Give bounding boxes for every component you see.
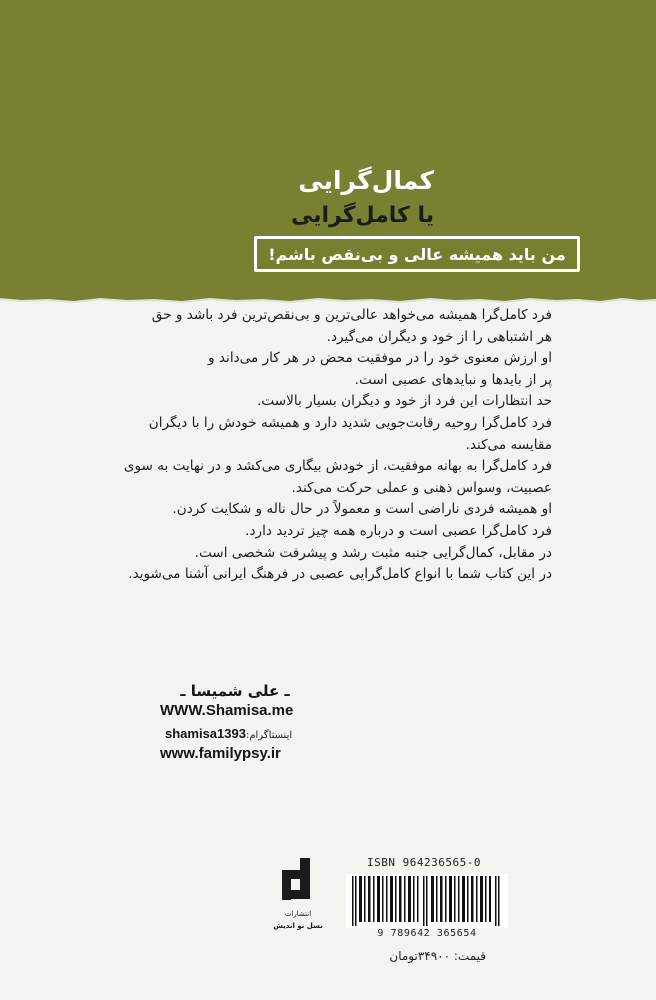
barcode-digits: 9 789642 365654 [377,928,477,939]
description-line: او ارزش معنوی خود را در موفقیت محض در هر کار می‌داند و [208,350,552,367]
description-line: در مقابل، کمال‌گرایی جنبه مثبت رشد و پیشرفت شخصی است. [194,544,552,561]
instagram-line [165,726,292,741]
description-line: فرد کامل‌گرا به بهانه موفقیت، از خودش بیگاری می‌کشد و در نهایت به سوی [123,458,552,475]
description-line: فرد کامل‌گرا همیشه می‌خواهد عالی‌ترین و بی‌نقص‌ترین فرد باشد و حق [151,307,552,323]
description-line: پر از بایدها و نبایدهای عصبی است. [354,371,552,388]
family-website: www.familypsy.ir [160,745,281,762]
description-line: مقایسه می‌کند. [465,436,552,453]
instagram-handle: shamisa1393 [165,726,246,741]
description-line: هر اشتباهی را از خود و دیگران می‌گیرد. [326,328,552,345]
description-line: حد انتظارات این فرد از خود و دیگران بسیار بالاست. [257,393,552,410]
description-line: فرد کامل‌گرا عصبی است و درباره همه چیز تردید دارد. [245,522,552,539]
description-line: او همیشه فردی ناراضی است و معمولاً در حال ناله و شکایت کردن. [172,501,552,518]
price-label: قیمت: ۳۴۹۰۰تومان [389,949,486,963]
publisher-label: انتشارات [284,910,312,918]
description-text [118,305,552,586]
isbn-label: ISBN 964236565-0 [367,856,481,869]
barcode-icon [346,874,508,928]
description-line: عصبیت، وسواس ذهنی و عملی حرکت می‌کند. [291,479,552,496]
tagline-box [254,236,580,272]
instagram-label: اینستاگرام: [245,730,293,741]
tagline-text: من باید همیشه عالی و بی‌نقص باشم! [268,244,566,264]
book-subtitle: یا کامل‌گرایی [290,203,434,228]
publisher-name: نسل نو اندیش [273,922,323,930]
description-line: در این کتاب شما با انواع کامل‌گرایی عصبی در فرهنگ ایرانی آشنا می‌شوید. [128,566,552,583]
description-line: فرد کامل‌گرا روحیه رقابت‌جویی شدید دارد و همیشه خودش را با دیگران [148,414,552,431]
book-title: کمال‌گرایی [298,166,434,195]
author-website: WWW.Shamisa.me [160,702,294,719]
author-name: ـ علی شمیسا ـ [180,682,290,700]
publisher-logo-icon [270,856,326,936]
